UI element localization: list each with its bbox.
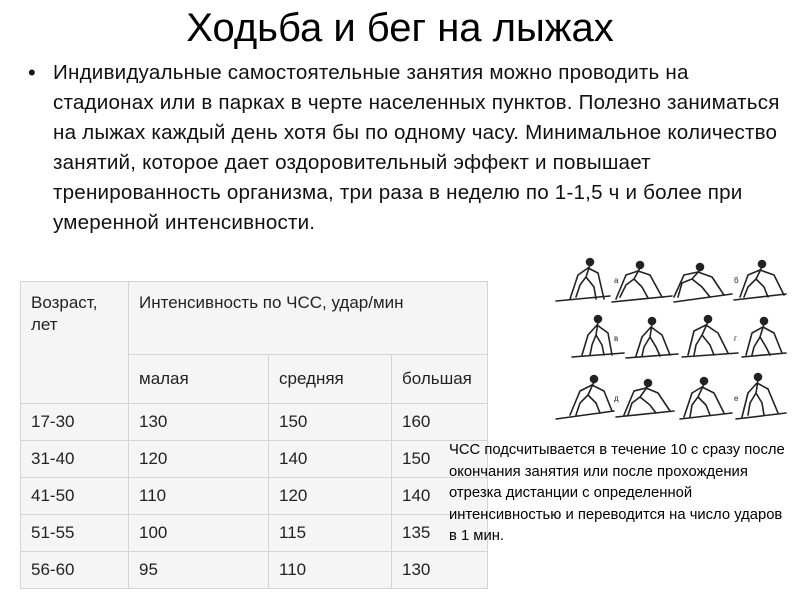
slide-title: Ходьба и бег на лыжах [186, 6, 614, 50]
cell-low: 100 [129, 515, 269, 552]
skier-figure [636, 318, 670, 357]
skier-figure [570, 259, 604, 300]
skier-figure [624, 380, 670, 416]
bullet-text: Индивидуальные самостоятельные занятия можно проводить на стадионах или в парках в черте населенных пунктов. Полезно заниматься на лыжах каждый день хотя бы по одному часу. Минимальное количество занятий, которое дает оздоровительный эффект и повышает тренированность организма, три раза в неделю по 1-1,5 ч и более при умеренной интенсивности. [53, 61, 780, 234]
figure-label: в [614, 334, 619, 343]
age-column-header: Возраст, лет [21, 282, 129, 404]
ski-track [556, 296, 610, 301]
table-header-row [21, 282, 488, 355]
table-row [21, 478, 488, 515]
cell-age: 51-55 [21, 515, 129, 552]
figure-label: а [614, 276, 619, 285]
cell-medium: 110 [269, 552, 392, 589]
table-row [21, 552, 488, 589]
subheader-medium: средняя [269, 355, 392, 404]
cell-medium: 150 [269, 404, 392, 441]
subheader-high: большая [392, 355, 488, 404]
skier-figure [570, 376, 612, 416]
skier-figure [746, 318, 782, 356]
cell-age: 31-40 [21, 441, 129, 478]
cell-high: 135 [392, 515, 488, 552]
cell-low: 130 [129, 404, 269, 441]
skier-figure [740, 261, 784, 298]
table-row [21, 404, 488, 441]
skier-figure [688, 316, 728, 356]
ski-track [734, 294, 786, 300]
cell-age: 17-30 [21, 404, 129, 441]
cell-high: 160 [392, 404, 488, 441]
figure-label: е [734, 394, 739, 403]
cell-low: 95 [129, 552, 269, 589]
cell-high: 150 [392, 441, 488, 478]
skier-figure [742, 374, 778, 418]
figure-label: д [614, 394, 619, 403]
skier-figure [616, 262, 662, 300]
figure-label: г [734, 334, 737, 343]
cell-medium: 115 [269, 515, 392, 552]
bullet-item [28, 58, 790, 238]
ski-track [556, 411, 614, 419]
cell-medium: 140 [269, 441, 392, 478]
ski-track [742, 353, 786, 357]
cell-age: 56-60 [21, 552, 129, 589]
cell-low: 120 [129, 441, 269, 478]
heart-rate-note: ЧСС подсчитывается в течение 10 с сразу после окончания занятия или после прохождения отрезка дистанции с определенной интенсивностью и переводится на число ударов в 1 мин. [449, 442, 785, 544]
ski-track [572, 353, 624, 357]
skier-figure [674, 264, 724, 298]
ski-track [612, 296, 672, 302]
cell-medium: 120 [269, 478, 392, 515]
skier-figure [684, 378, 724, 418]
cell-high: 140 [392, 478, 488, 515]
ski-track [680, 413, 732, 419]
intensity-column-header: Интенсивность по ЧСС, удар/мин [129, 282, 488, 355]
bullet-dot: • [28, 60, 36, 85]
skier-technique-illustration [552, 253, 788, 428]
skier-figure [582, 316, 612, 356]
cell-high: 130 [392, 552, 488, 589]
table-row [21, 441, 488, 478]
cell-age: 41-50 [21, 478, 129, 515]
subheader-low: малая [129, 355, 269, 404]
heart-rate-table [20, 281, 488, 589]
ski-track [682, 353, 738, 357]
cell-low: 110 [129, 478, 269, 515]
table-row [21, 515, 488, 552]
figure-label: б [734, 276, 739, 285]
